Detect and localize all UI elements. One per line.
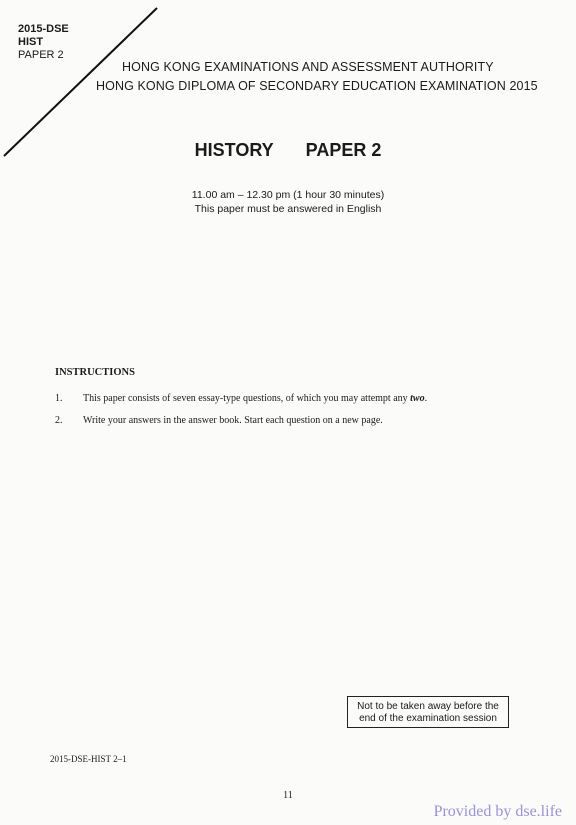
page-number: 11 [283, 790, 293, 801]
notice-line-1: Not to be taken away before the [357, 701, 499, 712]
authority-heading: HONG KONG EXAMINATIONS AND ASSESSMENT AUTHORITY [122, 60, 494, 74]
corner-year: 2015-DSE [18, 23, 69, 35]
instruction-emphasis: two [410, 393, 425, 404]
page-title [0, 140, 576, 161]
provided-by-watermark: Provided by dse.life [433, 803, 562, 820]
instruction-number: 2. [55, 415, 63, 426]
notice-line-2: end of the examination session [359, 713, 497, 724]
paper-code-footer: 2015-DSE-HIST 2–1 [50, 754, 127, 764]
language-text: This paper must be answered in English [194, 203, 382, 215]
paper-code-corner [18, 23, 69, 62]
instruction-end: . [424, 393, 428, 404]
paper-title: PAPER 2 [305, 140, 382, 160]
corner-subject: HIST [18, 36, 44, 48]
instruction-number: 1. [55, 393, 63, 404]
instruction-text: Write your answers in the answer book. Start each question on a new page. [83, 415, 383, 426]
corner-paper: PAPER 2 [18, 49, 64, 61]
instruction-item [55, 415, 383, 426]
exam-heading: HONG KONG DIPLOMA OF SECONDARY EDUCATION EXAMINATION 2015 [96, 79, 538, 93]
instructions-heading: INSTRUCTIONS [55, 367, 135, 378]
notice-box [347, 696, 509, 728]
subject-title: HISTORY [194, 140, 274, 160]
instruction-item [55, 393, 427, 404]
duration-text: 11.00 am – 12.30 pm (1 hour 30 minutes) [191, 189, 385, 201]
time-block [0, 188, 576, 216]
instruction-text: This paper consists of seven essay-type questions, of which you may attempt any [83, 393, 411, 404]
